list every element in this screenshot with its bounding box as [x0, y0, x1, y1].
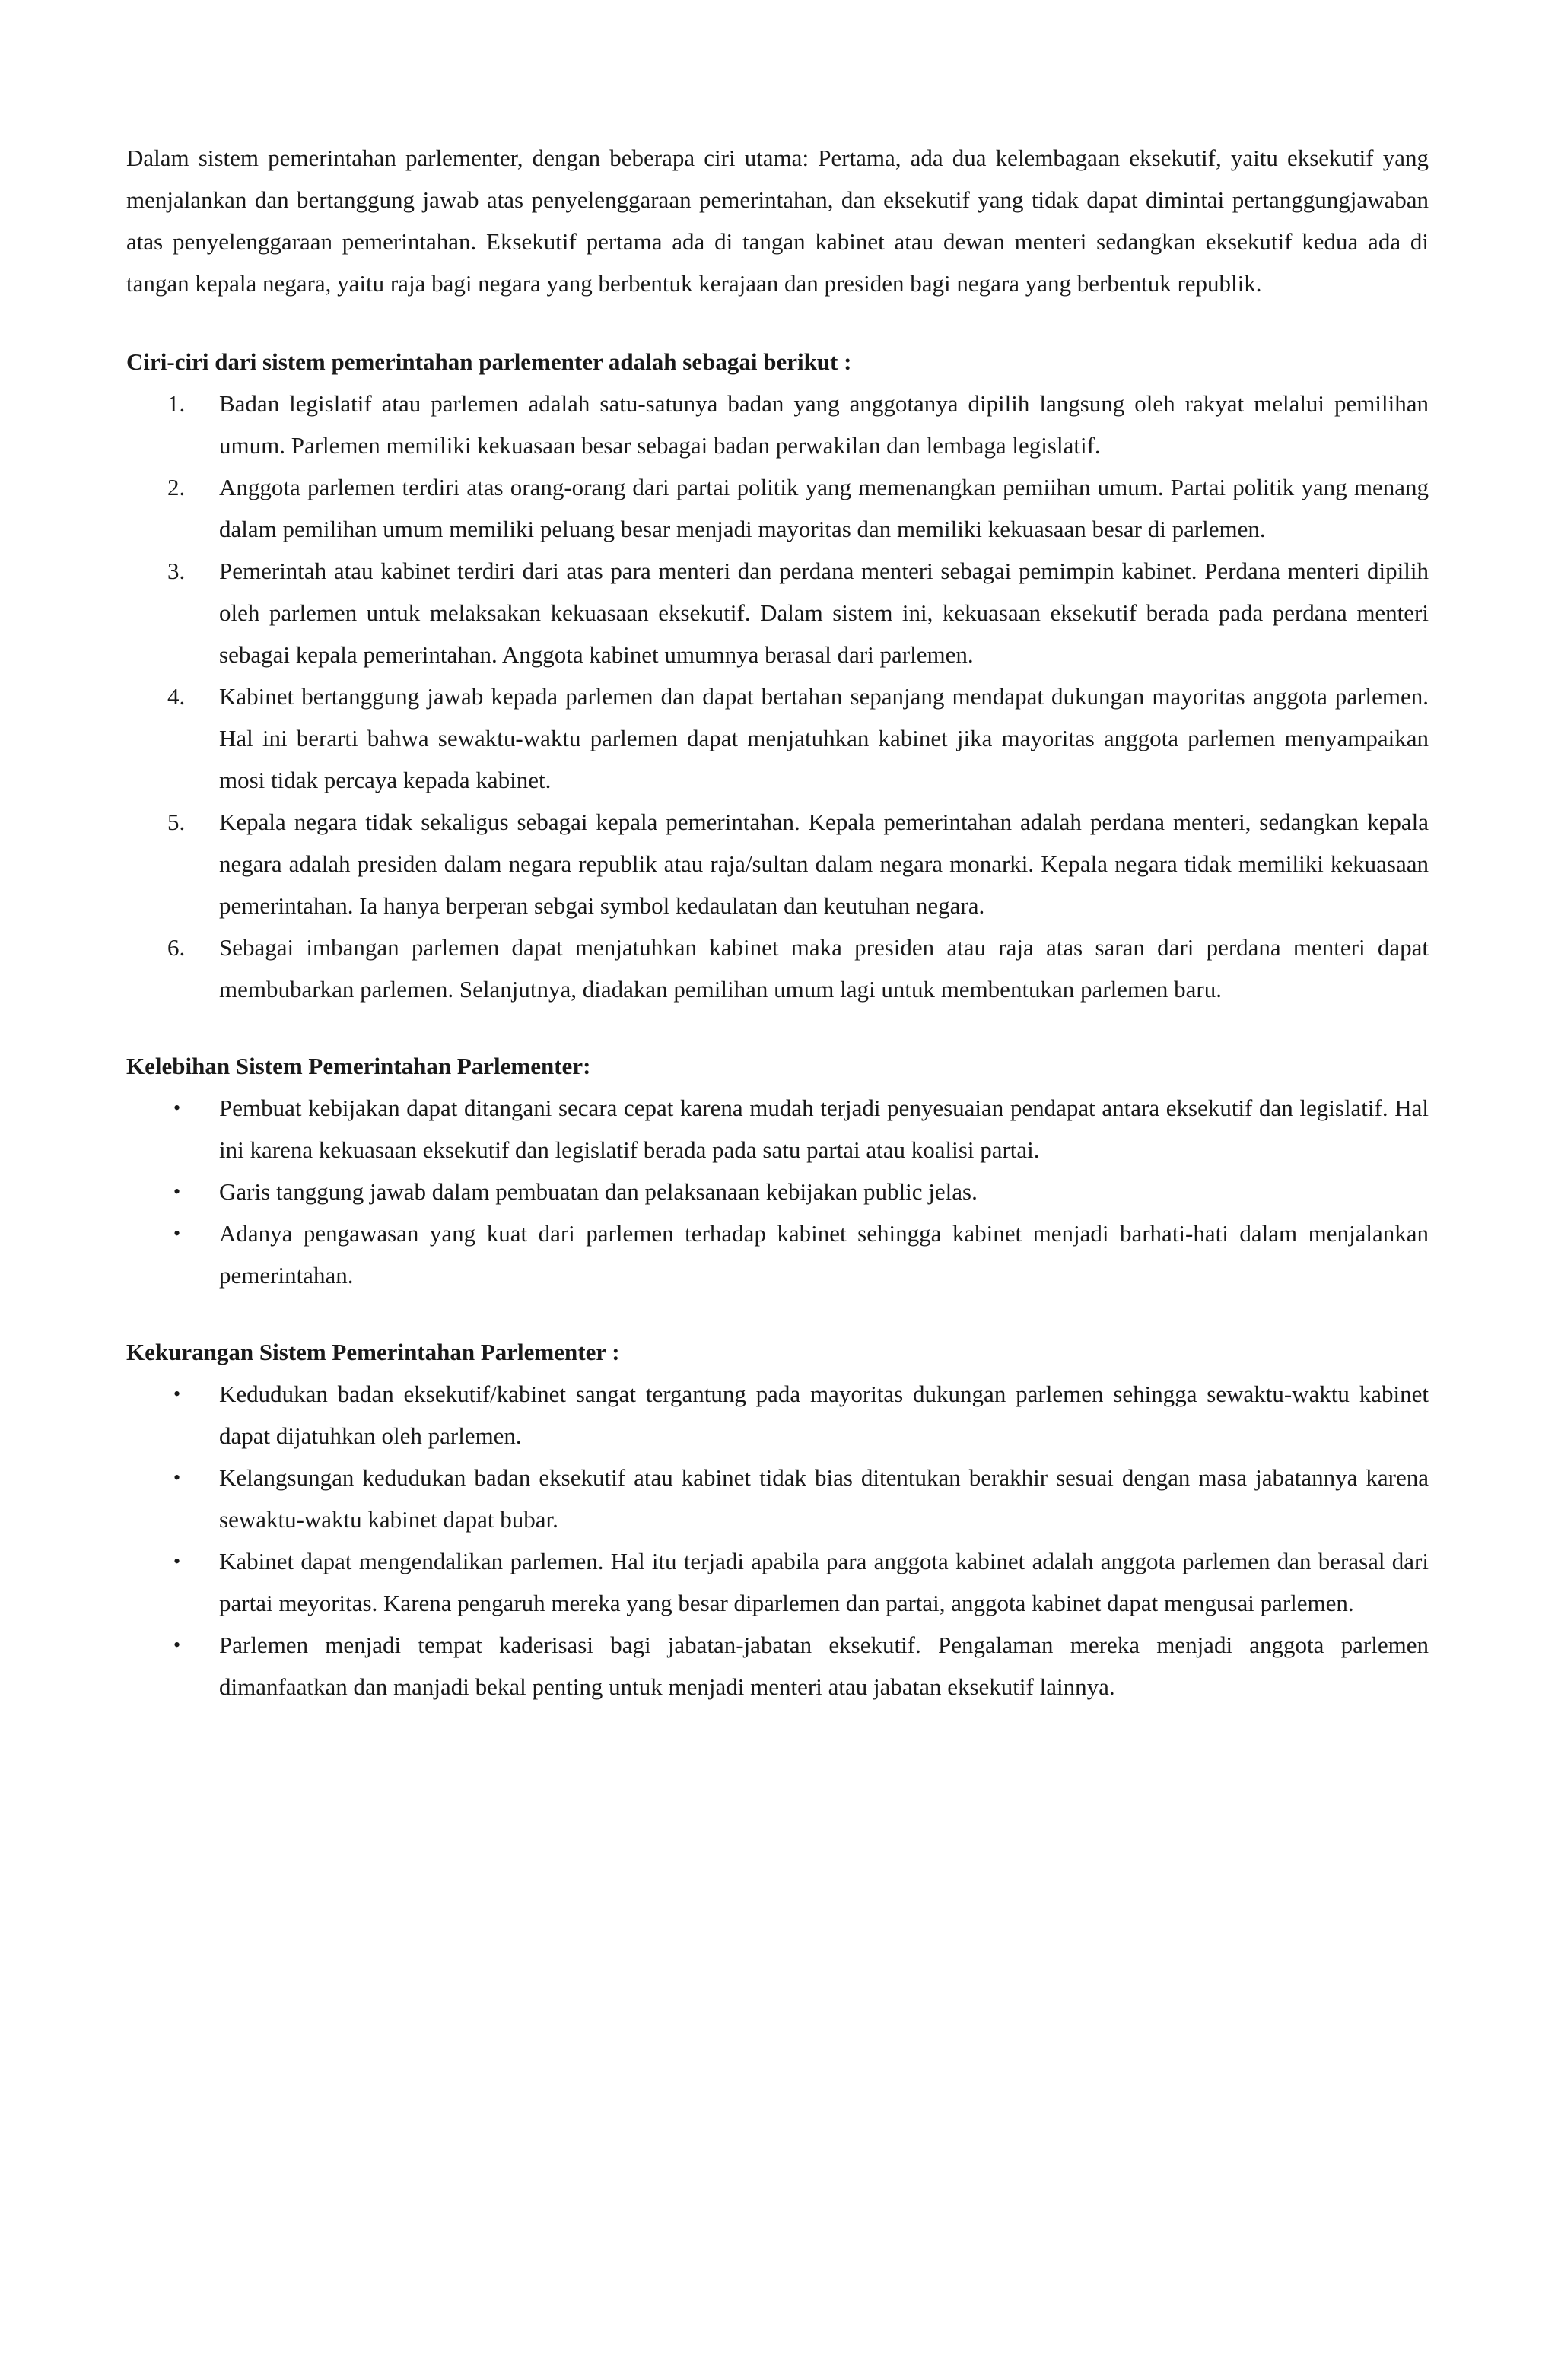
intro-paragraph: Dalam sistem pemerintahan parlementer, dengan beberapa ciri utama: Pertama, ada dua kelembagaan eksekutif, yaitu eksekutif yang menjalankan dan bertanggung jawab atas penyelenggaraan pemerintahan, dan eksekutif yang tidak dapat dimintai pertanggungjawaban atas penyelenggaraan pemerintahan. Eksekutif pertama ada di tangan kabinet atau dewan menteri sedangkan eksekutif kedua ada di tangan kepala negara, yaitu raja bagi negara yang berbentuk kerajaan dan presiden bagi negara yang berbentuk republik.	[126, 145, 1429, 297]
list-item	[126, 550, 1429, 675]
list-item	[126, 801, 1429, 926]
list-number: 4.	[167, 683, 186, 710]
list-item-text: Kabinet dapat mengendalikan parlemen. Hal itu terjadi apabila para anggota kabinet adalah anggota parlemen dan berasal dari partai meyoritas. Karena pengaruh mereka yang besar diparlemen dan partai, anggota kabinet dapat mengusai parlemen.	[219, 1548, 1429, 1616]
list-item	[126, 383, 1429, 466]
list-item-text: Kedudukan badan eksekutif/kabinet sangat tergantung pada mayoritas dukungan parlemen sehingga sewaktu-waktu kabinet dapat dijatuhkan oleh parlemen.	[219, 1381, 1429, 1449]
list-item	[126, 1540, 1429, 1624]
bullet-icon: •	[173, 1466, 181, 1489]
list-item-text: Anggota parlemen terdiri atas orang-orang dari partai politik yang memenangkan pemiihan umum. Partai politik yang menang dalam pemilihan umum memiliki peluang besar menjadi mayoritas dan memiliki kekuasaan besar di parlemen.	[219, 474, 1429, 542]
list-number: 6.	[167, 934, 186, 961]
bullet-icon: •	[173, 1383, 181, 1405]
list-item-text: Kelangsungan kedudukan badan eksekutif atau kabinet tidak bias ditentukan berakhir sesuai dengan masa jabatannya karena sewaktu-waktu kabinet dapat bubar.	[219, 1464, 1429, 1533]
kekurangan-heading: Kekurangan Sistem Pemerintahan Parlementer :	[126, 1339, 620, 1365]
list-item	[126, 1373, 1429, 1457]
list-number: 2.	[167, 474, 186, 500]
list-item	[126, 1171, 1429, 1212]
bullet-icon: •	[173, 1180, 181, 1203]
bullet-icon: •	[173, 1097, 181, 1119]
list-item-text: Adanya pengawasan yang kuat dari parlemen terhadap kabinet sehingga kabinet menjadi barhati-hati dalam menjalankan pemerintahan.	[219, 1220, 1429, 1289]
list-number: 1.	[167, 390, 186, 417]
list-item-text: Pembuat kebijakan dapat ditangani secara cepat karena mudah terjadi penyesuaian pendapat antara eksekutif dan legislatif. Hal ini karena kekuasaan eksekutif dan legislatif berada pada satu partai atau koalisi partai.	[219, 1095, 1429, 1163]
list-item-text: Parlemen menjadi tempat kaderisasi bagi jabatan-jabatan eksekutif. Pengalaman mereka menjadi anggota parlemen dimanfaatkan dan manjadi bekal penting untuk menjadi menteri atau jabatan eksekutif lainnya.	[219, 1632, 1429, 1700]
list-item	[126, 926, 1429, 1010]
kelebihan-heading: Kelebihan Sistem Pemerintahan Parlementer:	[126, 1053, 591, 1079]
list-item	[126, 675, 1429, 801]
list-item-text: Kepala negara tidak sekaligus sebagai kepala pemerintahan. Kepala pemerintahan adalah perdana menteri, sedangkan kepala negara adalah presiden dalam negara republik atau raja/sultan dalam negara monarki. Kepala negara tidak memiliki kekuasaan pemerintahan. Ia hanya berperan sebgai symbol kedaulatan dan keutuhan negara.	[219, 809, 1429, 919]
list-item-text: Pemerintah atau kabinet terdiri dari atas para menteri dan perdana menteri sebagai pemimpin kabinet. Perdana menteri dipilih oleh parlemen untuk melaksakan kekuasaan eksekutif. Dalam sistem ini, kekuasaan eksekutif berada pada perdana menteri sebagai kepala pemerintahan. Anggota kabinet umumnya berasal dari parlemen.	[219, 558, 1429, 668]
kelebihan-list	[126, 1087, 1429, 1296]
bullet-icon: •	[173, 1634, 181, 1656]
ciri-list	[126, 383, 1429, 1010]
list-item-text: Sebagai imbangan parlemen dapat menjatuhkan kabinet maka presiden atau raja atas saran dari perdana menteri dapat membubarkan parlemen. Selanjutnya, diadakan pemilihan umum lagi untuk membentukan parlemen baru.	[219, 934, 1429, 1003]
list-item	[126, 1457, 1429, 1540]
ciri-heading: Ciri-ciri dari sistem pemerintahan parlementer adalah sebagai berikut :	[126, 348, 852, 375]
bullet-icon: •	[173, 1222, 181, 1244]
list-item	[126, 1087, 1429, 1171]
list-item	[126, 1624, 1429, 1708]
list-number: 3.	[167, 558, 186, 584]
list-number: 5.	[167, 809, 186, 835]
kekurangan-list	[126, 1373, 1429, 1708]
list-item	[126, 466, 1429, 550]
document-page	[126, 137, 1429, 1708]
list-item-text: Badan legislatif atau parlemen adalah satu-satunya badan yang anggotanya dipilih langsung oleh rakyat melalui pemilihan umum. Parlemen memiliki kekuasaan besar sebagai badan perwakilan dan lembaga legislatif.	[219, 390, 1429, 459]
bullet-icon: •	[173, 1550, 181, 1572]
list-item-text: Kabinet bertanggung jawab kepada parlemen dan dapat bertahan sepanjang mendapat dukungan mayoritas anggota parlemen. Hal ini berarti bahwa sewaktu-waktu parlemen dapat menjatuhkan kabinet jika mayoritas anggota parlemen menyampaikan mosi tidak percaya kepada kabinet.	[219, 683, 1429, 793]
list-item	[126, 1212, 1429, 1296]
list-item-text: Garis tanggung jawab dalam pembuatan dan pelaksanaan kebijakan public jelas.	[219, 1178, 978, 1205]
